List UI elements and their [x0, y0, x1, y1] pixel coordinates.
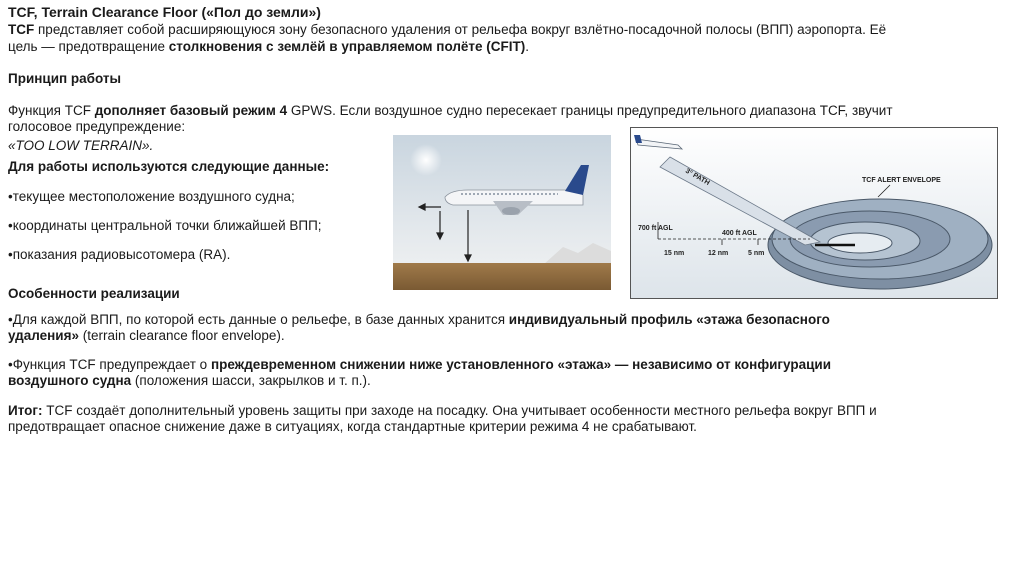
feature-1-line-1: [8, 311, 830, 328]
agl-700-label: 700 ft AGL: [638, 225, 673, 232]
envelope-scene: [630, 127, 998, 299]
data-item-position: •текущее местоположение воздушного судна;: [8, 189, 295, 204]
warning-callout: «TOO LOW TERRAIN».: [8, 138, 154, 153]
envelope-label: TCF ALERT ENVELOPE: [862, 177, 941, 184]
tcf-envelope-diagram: [630, 127, 998, 299]
nm-5-label: 5 nm: [748, 250, 765, 257]
feature-1-term-end: удаления»: [8, 328, 79, 343]
intro-period: .: [525, 39, 530, 54]
principle-mode4-term: дополняет базовый режим 4: [94, 103, 288, 118]
feature-1-english: (terrain clearance floor envelope).: [79, 328, 285, 343]
feature-2-term-end: воздушного судна: [8, 373, 132, 388]
intro-tcf-term: TCF: [8, 22, 35, 37]
aircraft-illustration: [393, 135, 611, 290]
summary-line-1: [8, 402, 877, 419]
envelope-rings: [768, 199, 992, 289]
feature-1-term: индивидуальный профиль «этажа безопасного: [508, 312, 830, 327]
intro-text: представляет собой расширяющуюся зону безопасного удаления от рельефа вокруг взлётно-посадочной полосы (ВПП) аэропорта. Её: [34, 22, 887, 37]
aircraft-scene: [393, 135, 611, 290]
data-item-runway: •координаты центральной точки ближайшей ВПП;: [8, 218, 322, 233]
principle-heading: Принцип работы: [8, 71, 122, 86]
principle-line-2: голосовое предупреждение:: [8, 119, 186, 134]
intro-goal-text: цель — предотвращение: [8, 39, 169, 54]
feature-2-line-1: [8, 356, 831, 373]
feature-2-line-2: [8, 372, 371, 389]
summary-text: TCF создаёт дополнительный уровень защиты при заходе на посадку. Она учитывает особенности местного рельефа вокруг ВПП и: [42, 403, 877, 418]
terrain-ground: [393, 263, 611, 290]
nm-15-label: 15 nm: [664, 250, 685, 257]
path-label: 3° PATH: [684, 167, 711, 188]
features-heading: Особенности реализации: [8, 286, 180, 301]
feature-2-text: •Функция TCF предупреждает о: [8, 357, 211, 372]
agl-400-label: 400 ft AGL: [722, 230, 757, 237]
principle-text-c: GPWS. Если воздушное судно пересекает границы предупредительного диапазона TCF, звучит: [287, 103, 893, 118]
summary-line-2: предотвращает опасное снижение даже в ситуациях, когда стандартные критерии режима 4 не срабатывают.: [8, 419, 697, 434]
feature-2-term: преждевременном снижении ниже установленного «этажа» — независимо от конфигурации: [210, 357, 832, 372]
sun: [410, 144, 442, 176]
principle-line-1: [8, 102, 893, 119]
intro-line-2: [8, 38, 529, 55]
feature-1-line-2: [8, 327, 285, 344]
page-title: TCF, Terrain Clearance Floor («Пол до земли»): [8, 4, 321, 20]
feature-1-text: •Для каждой ВПП, по которой есть данные о рельефе, в базе данных хранится: [8, 312, 509, 327]
intro-line-1: [8, 21, 886, 38]
data-heading: Для работы используются следующие данные:: [8, 159, 330, 174]
principle-text-a: Функция TCF: [8, 103, 95, 118]
intro-cfit-term: столкновения с землёй в управляемом полёте (CFIT): [168, 39, 526, 54]
data-item-ra: •показания радиовысотомера (RA).: [8, 247, 231, 262]
feature-2-details: (положения шасси, закрылков и т. п.).: [131, 373, 371, 388]
nm-12-label: 12 nm: [708, 250, 729, 257]
summary-label: Итог:: [8, 403, 43, 418]
